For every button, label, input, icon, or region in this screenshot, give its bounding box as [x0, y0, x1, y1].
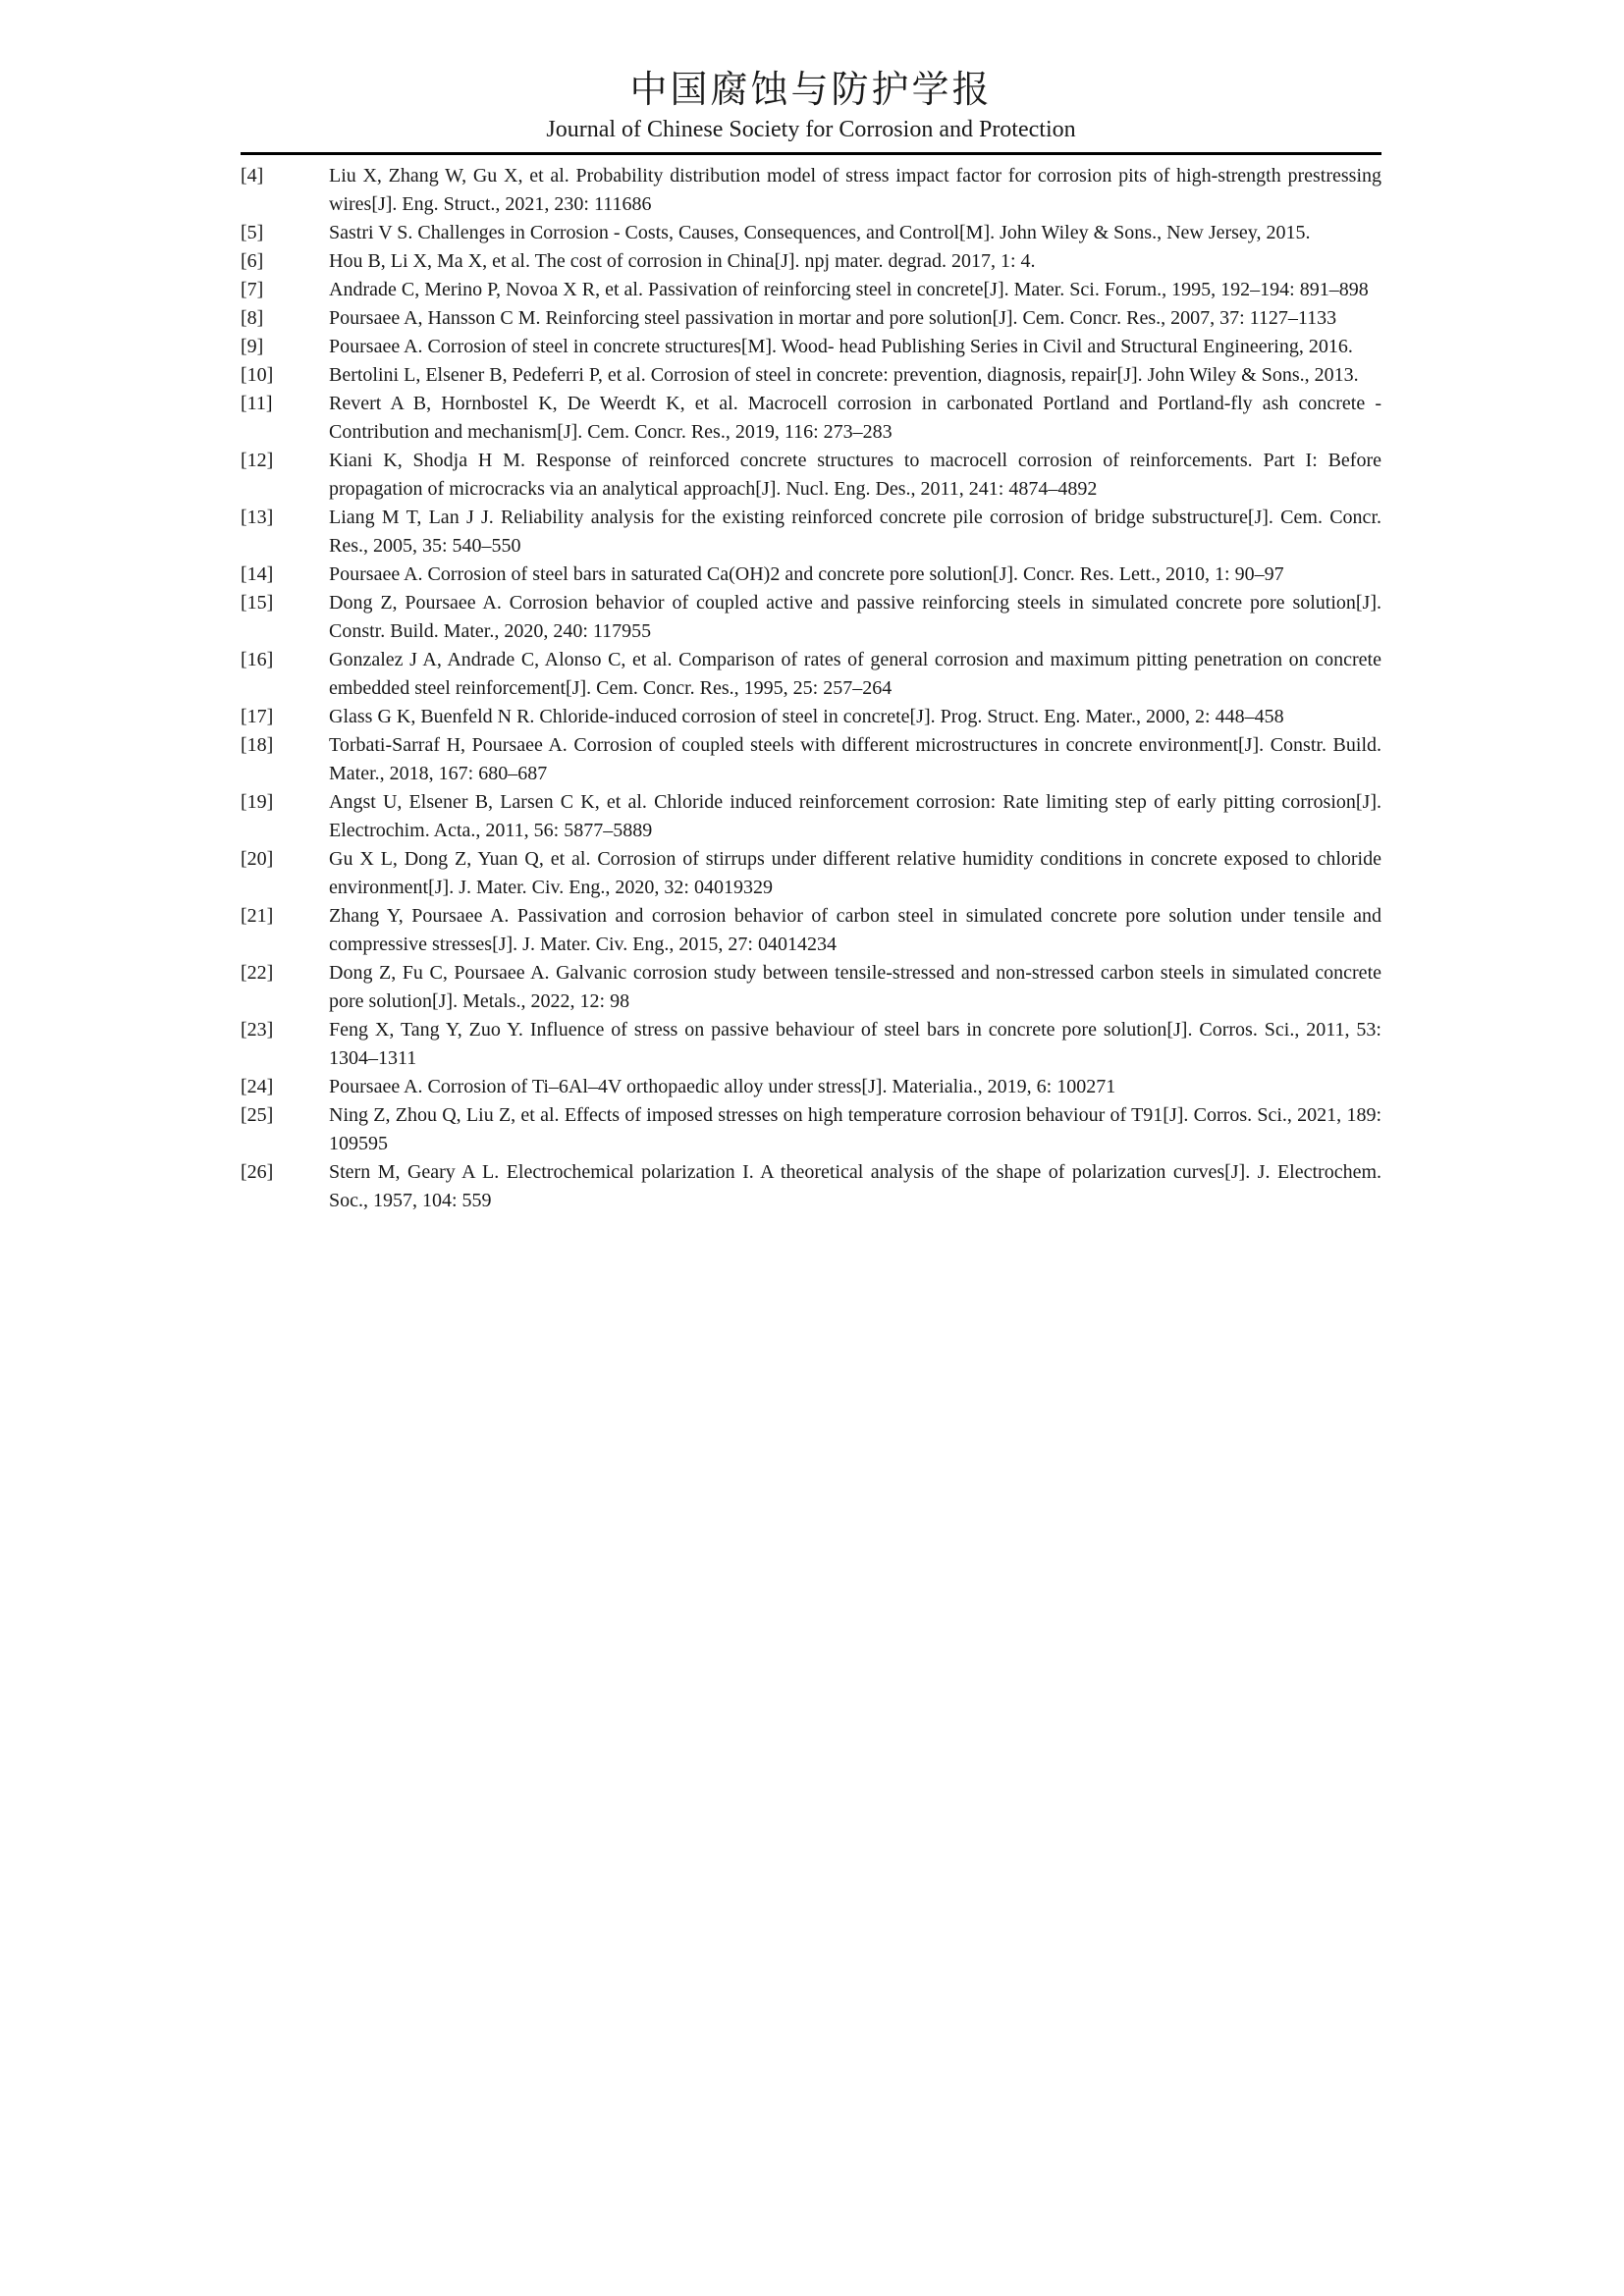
reference-item — [241, 162, 1381, 219]
reference-number: [7] — [241, 279, 264, 301]
reference-number: [19] — [241, 791, 274, 814]
reference-text: Dong Z, Fu C, Poursaee A. Galvanic corrosion study between tensile-stressed and non-stressed carbon steels in simulated concrete pore solution[J]. Metals., 2022, 12: 98 — [329, 962, 1381, 1013]
reference-text: Gu X L, Dong Z, Yuan Q, et al. Corrosion of stirrups under different relative humidity conditions in concrete exposed to chloride environment[J]. J. Mater. Civ. Eng., 2020, 32: 04019329 — [329, 848, 1381, 899]
reference-number: [9] — [241, 336, 264, 358]
reference-item — [241, 504, 1381, 561]
reference-text: Poursaee A. Corrosion of steel bars in saturated Ca(OH)2 and concrete pore solution[J]. Concr. Res. Lett., 2010, 1: 90–97 — [329, 563, 1284, 586]
reference-number: [22] — [241, 962, 274, 985]
reference-text: Andrade C, Merino P, Novoa X R, et al. Passivation of reinforcing steel in concrete[J]. Mater. Sci. Forum., 1995, 192–194: 891–898 — [329, 279, 1369, 301]
reference-number: [5] — [241, 222, 264, 244]
reference-text: Liu X, Zhang W, Gu X, et al. Probability distribution model of stress impact factor for corrosion pits of high-strength prestressing wires[J]. Eng. Struct., 2021, 230: 111686 — [329, 165, 1381, 216]
reference-number: [18] — [241, 734, 274, 757]
reference-number: [16] — [241, 649, 274, 671]
page-content — [241, 0, 1381, 1215]
reference-number: [6] — [241, 250, 264, 273]
reference-number: [26] — [241, 1161, 274, 1184]
reference-item — [241, 1101, 1381, 1158]
reference-text: Angst U, Elsener B, Larsen C K, et al. Chloride induced reinforcement corrosion: Rate limiting step of early pitting corrosion[J]. Electrochim. Acta., 2011, 56: 5877–5889 — [329, 791, 1381, 842]
reference-number: [15] — [241, 592, 274, 614]
reference-item — [241, 731, 1381, 788]
reference-item — [241, 703, 1381, 731]
reference-text: Hou B, Li X, Ma X, et al. The cost of corrosion in China[J]. npj mater. degrad. 2017, 1: 4. — [329, 250, 1036, 273]
reference-text: Ning Z, Zhou Q, Liu Z, et al. Effects of imposed stresses on high temperature corrosion behaviour of T91[J]. Corros. Sci., 2021, 189: 109595 — [329, 1104, 1381, 1155]
reference-item — [241, 219, 1381, 247]
reference-item — [241, 902, 1381, 959]
reference-text: Zhang Y, Poursaee A. Passivation and corrosion behavior of carbon steel in simulated concrete pore solution under tensile and compressive stresses[J]. J. Mater. Civ. Eng., 2015, 27: 04014234 — [329, 905, 1381, 956]
reference-text: Bertolini L, Elsener B, Pedeferri P, et al. Corrosion of steel in concrete: prevention, diagnosis, repair[J]. John Wiley & Sons., 2013. — [329, 364, 1359, 387]
reference-number: [14] — [241, 563, 274, 586]
reference-number: [25] — [241, 1104, 274, 1127]
journal-title-english: Journal of Chinese Society for Corrosion and Protection — [546, 116, 1076, 142]
journal-title-chinese: 中国腐蚀与防护学报 — [629, 68, 993, 111]
reference-text: Liang M T, Lan J J. Reliability analysis for the existing reinforced concrete pile corrosion of bridge substructure[J]. Cem. Concr. Res., 2005, 35: 540–550 — [329, 507, 1381, 558]
reference-item — [241, 390, 1381, 447]
header-divider — [241, 152, 1381, 155]
reference-item — [241, 276, 1381, 304]
reference-list — [241, 162, 1381, 1215]
reference-text: Sastri V S. Challenges in Corrosion - Costs, Causes, Consequences, and Control[M]. John Wiley & Sons., New Jersey, 2015. — [329, 222, 1311, 244]
reference-item — [241, 361, 1381, 390]
reference-text: Gonzalez J A, Andrade C, Alonso C, et al. Comparison of rates of general corrosion and maximum pitting penetration on concrete embedded steel reinforcement[J]. Cem. Concr. Res., 1995, 25: 257–264 — [329, 649, 1381, 700]
reference-number: [17] — [241, 706, 274, 728]
reference-item — [241, 646, 1381, 703]
reference-number: [8] — [241, 307, 264, 330]
reference-item — [241, 447, 1381, 504]
reference-text: Stern M, Geary A L. Electrochemical polarization I. A theoretical analysis of the shape of polarization curves[J]. J. Electrochem. Soc., 1957, 104: 559 — [329, 1161, 1381, 1212]
reference-item — [241, 1158, 1381, 1215]
reference-text: Poursaee A, Hansson C M. Reinforcing steel passivation in mortar and pore solution[J]. Cem. Concr. Res., 2007, 37: 1127–1133 — [329, 307, 1337, 330]
reference-number: [21] — [241, 905, 274, 928]
reference-item — [241, 304, 1381, 333]
reference-number: [13] — [241, 507, 274, 529]
reference-item — [241, 333, 1381, 361]
reference-number: [12] — [241, 450, 274, 472]
reference-item — [241, 788, 1381, 845]
reference-number: [4] — [241, 165, 264, 187]
reference-text: Torbati-Sarraf H, Poursaee A. Corrosion of coupled steels with different microstructures in concrete environment[J]. Constr. Build. Mater., 2018, 167: 680–687 — [329, 734, 1381, 785]
reference-number: [11] — [241, 393, 273, 415]
reference-item — [241, 589, 1381, 646]
reference-number: [23] — [241, 1019, 274, 1041]
reference-item — [241, 1073, 1381, 1101]
reference-number: [10] — [241, 364, 274, 387]
reference-item — [241, 845, 1381, 902]
reference-text: Kiani K, Shodja H M. Response of reinforced concrete structures to macrocell corrosion of reinforcements. Part I: Before propagation of microcracks via an analytical approach[J]. Nucl. Eng. Des., 2011, 241: 4874–4892 — [329, 450, 1381, 501]
reference-text: Glass G K, Buenfeld N R. Chloride-induced corrosion of steel in concrete[J]. Prog. Struct. Eng. Mater., 2000, 2: 448–458 — [329, 706, 1284, 728]
reference-text: Poursaee A. Corrosion of steel in concrete structures[M]. Wood- head Publishing Series in Civil and Structural Engineering, 2016. — [329, 336, 1353, 358]
reference-item — [241, 561, 1381, 589]
journal-header — [241, 0, 1381, 155]
reference-text: Revert A B, Hornbostel K, De Weerdt K, et al. Macrocell corrosion in carbonated Portland and Portland-fly ash concrete - Contribution and mechanism[J]. Cem. Concr. Res., 2019, 116: 273–283 — [329, 393, 1381, 444]
reference-text: Feng X, Tang Y, Zuo Y. Influence of stress on passive behaviour of steel bars in concrete pore solution[J]. Corros. Sci., 2011, 53: 1304–1311 — [329, 1019, 1381, 1070]
reference-item — [241, 1016, 1381, 1073]
reference-item — [241, 247, 1381, 276]
reference-number: [20] — [241, 848, 274, 871]
reference-text: Poursaee A. Corrosion of Ti–6Al–4V orthopaedic alloy under stress[J]. Materialia., 2019, 6: 100271 — [329, 1076, 1116, 1098]
reference-text: Dong Z, Poursaee A. Corrosion behavior of coupled active and passive reinforcing steels in simulated concrete pore solution[J]. Constr. Build. Mater., 2020, 240: 117955 — [329, 592, 1381, 643]
reference-number: [24] — [241, 1076, 274, 1098]
reference-item — [241, 959, 1381, 1016]
